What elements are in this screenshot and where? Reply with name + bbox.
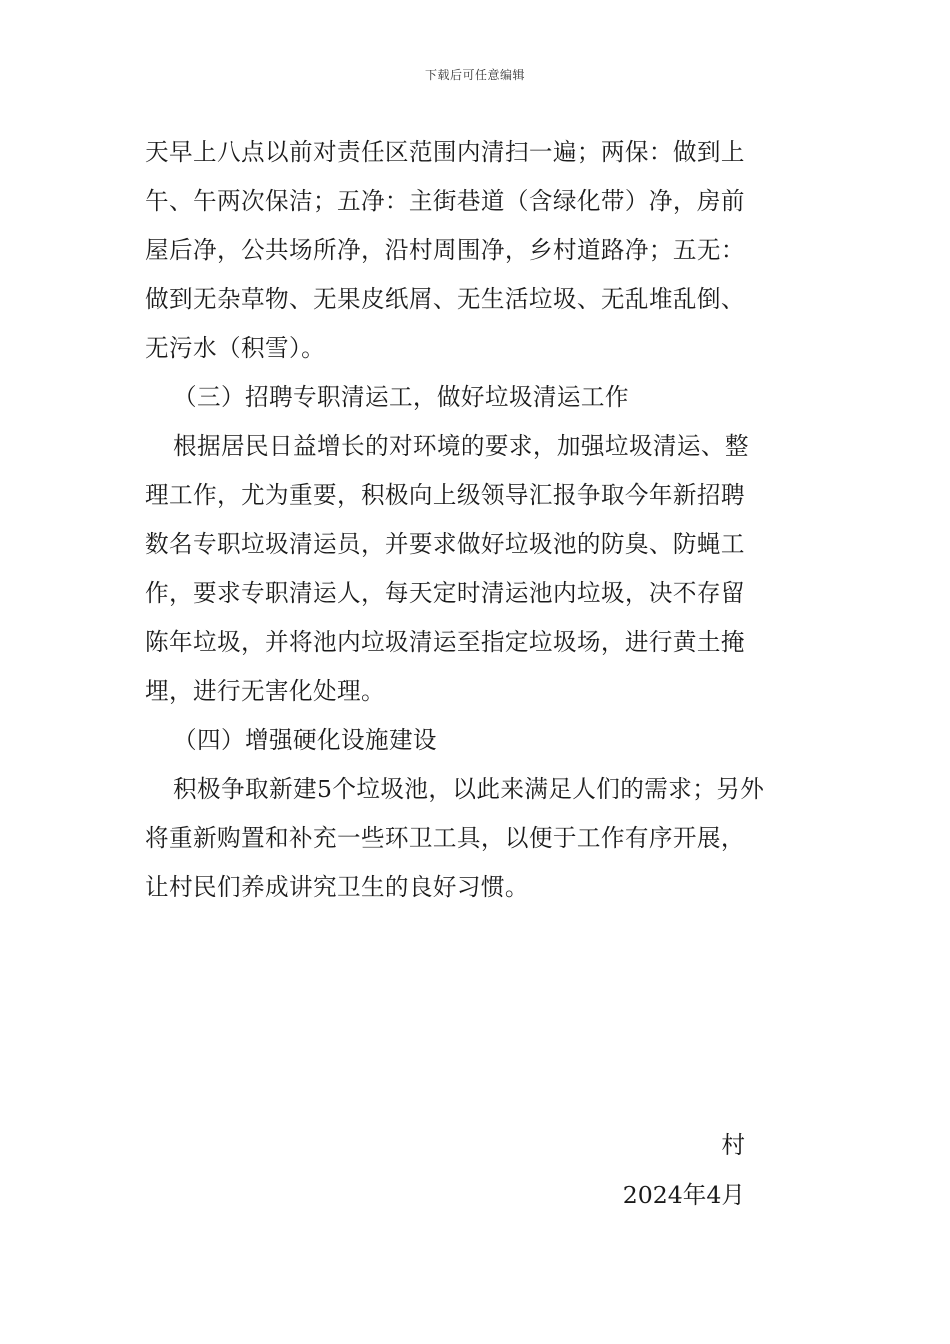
body-line: 天早上八点以前对责任区范围内清扫一遍；两保：做到上 xyxy=(145,138,745,166)
body-line: 让村民们养成讲究卫生的良好习惯。 xyxy=(145,873,529,901)
signature-village: 村 xyxy=(721,1131,745,1159)
body-line: 埋，进行无害化处理。 xyxy=(145,677,385,705)
body-line: 无污水（积雪）。 xyxy=(145,334,326,362)
body-line: 午、午两次保洁；五净：主街巷道（含绿化带）净，房前 xyxy=(145,187,745,215)
body-line: 陈年垃圾，并将池内垃圾清运至指定垃圾场，进行黄土掩 xyxy=(145,628,745,656)
body-line: 将重新购置和补充一些环卫工具，以便于工作有序开展， xyxy=(145,824,745,852)
signature-date: 2024年4月 xyxy=(622,1181,745,1209)
body-line: 数名专职垃圾清运员，并要求做好垃圾池的防臭、防蝇工 xyxy=(145,530,745,558)
body-line: 屋后净，公共场所净，沿村周围净，乡村道路净；五无： xyxy=(145,236,745,264)
body-line: 根据居民日益增长的对环境的要求，加强垃圾清运、整 xyxy=(173,432,749,460)
body-line: 理工作，尤为重要，积极向上级领导汇报争取今年新招聘 xyxy=(145,481,745,509)
body-line: 做到无杂草物、无果皮纸屑、无生活垃圾、无乱堆乱倒、 xyxy=(145,285,745,313)
body-line: 积极争取新建5个垃圾池，以此来满足人们的需求；另外 xyxy=(173,775,765,803)
body-line: 作，要求专职清运人，每天定时清运池内垃圾，决不存留 xyxy=(145,579,745,607)
section-heading-4: （四）增强硬化设施建设 xyxy=(173,726,437,754)
page-header-note: 下载后可任意编辑 xyxy=(424,68,525,82)
document-body xyxy=(145,128,810,912)
section-heading-3: （三）招聘专职清运工，做好垃圾清运工作 xyxy=(173,383,629,411)
